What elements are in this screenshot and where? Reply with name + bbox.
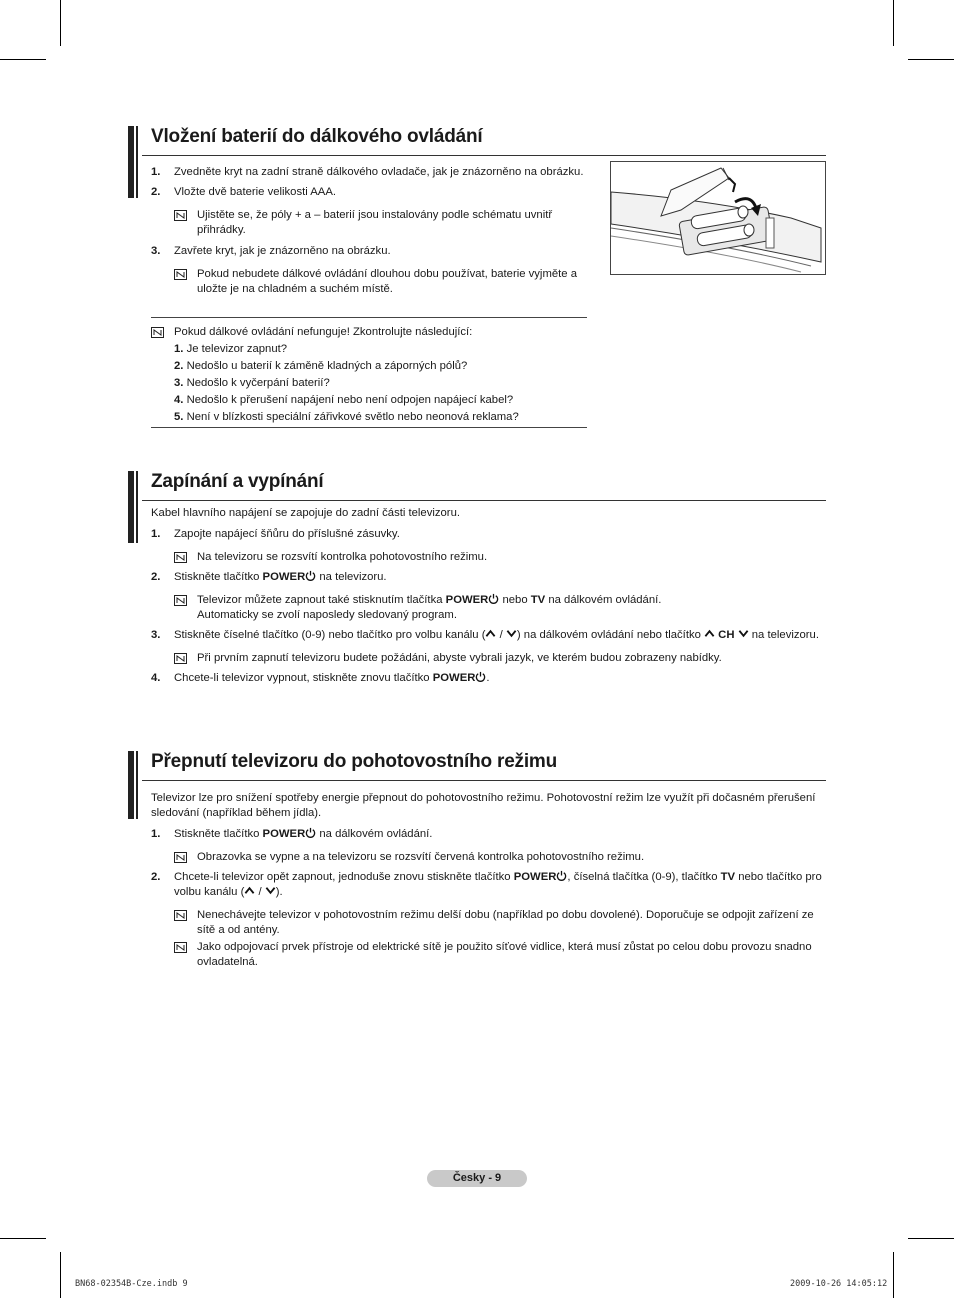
note-icon — [151, 327, 164, 338]
troubleshoot-item: 4. Nedošlo k přerušení napájení nebo není odpojen napájecí kabel? — [174, 394, 514, 406]
section-body — [151, 791, 826, 970]
chevron-up-icon — [485, 629, 496, 638]
section-rule — [142, 780, 826, 781]
intro-text: Televizor lze pro snížení spotřeby energie přepnout do pohotovostního režimu. Pohotovostní režim lze využít při dočasném přerušení sledování (například během jídla). — [151, 792, 816, 819]
section-marker-bar — [128, 471, 138, 543]
remote-battery-illustration — [610, 161, 826, 275]
note-icon — [174, 552, 187, 563]
crop-mark — [893, 1252, 894, 1298]
note-item: Obrazovka se vypne a na televizoru se rozsvítí červená kontrolka pohotovostního režimu. — [151, 850, 826, 865]
chevron-up-icon — [244, 886, 255, 895]
divider — [151, 317, 587, 318]
crop-mark — [908, 59, 954, 60]
note-icon — [174, 210, 187, 221]
note-icon — [174, 942, 187, 953]
crop-mark — [60, 1252, 61, 1298]
troubleshoot-intro: Pokud dálkové ovládání nefunguje! Zkontrolujte následující: — [151, 325, 587, 340]
note-icon — [174, 595, 187, 606]
chevron-down-icon — [265, 886, 276, 895]
section-body — [151, 506, 826, 686]
note-item: Jako odpojovací prvek přístroje od elektrické sítě je použito síťové vidlice, která musí zůstat po celou dobu provozu snadno ovladatelná. — [151, 940, 826, 970]
section-title: Zapínání a vypínání — [151, 471, 324, 492]
chevron-up-icon — [704, 629, 715, 638]
power-label: POWER — [262, 571, 306, 583]
print-slug-left: BN68-02354B-Cze.indb 9 — [75, 1279, 188, 1289]
section-power-on-off — [128, 471, 826, 711]
crop-mark — [0, 1238, 46, 1239]
note-item: Při prvním zapnutí televizoru budete požádáni, abyste vybrali jazyk, ve kterém budou zobrazeny nabídky. — [151, 651, 826, 666]
section-title: Přepnutí televizoru do pohotovostního režimu — [151, 751, 558, 772]
power-icon — [305, 827, 316, 838]
power-icon — [556, 870, 567, 881]
section-body — [151, 165, 587, 297]
troubleshoot-item: 5. Není v blízkosti speciální zářivkové světlo nebo neonová reklama? — [174, 411, 519, 423]
crop-mark — [0, 59, 46, 60]
note-icon — [174, 653, 187, 664]
print-slug-right: 2009-10-26 14:05:12 — [790, 1279, 888, 1289]
section-rule — [142, 500, 826, 501]
note-item: Televizor můžete zapnout také stisknutím tlačítka POWER nebo TV na dálkovém ovládání. Automaticky se zvolí naposledy sledovaný program. — [151, 593, 826, 623]
section-marker-bar — [128, 751, 138, 819]
step-item: 2. Chcete-li televizor opět zapnout, jednoduše znovu stiskněte tlačítko POWER , číselná tlačítka (0-9), tlačítko TV nebo tlačítko pro volbu kanálu ( / ). — [151, 871, 822, 898]
section-standby — [128, 751, 826, 981]
chevron-down-icon — [506, 629, 517, 638]
remote-battery-image — [611, 162, 825, 274]
step-item: 2. Stiskněte tlačítko POWER na televizoru. — [151, 571, 387, 583]
note-item: Nenechávejte televizor v pohotovostním režimu delší dobu (například po dobu dovolené). Doporučuje se odpojit zařízení ze sítě a od antény. — [151, 908, 826, 938]
section-marker-bar — [128, 126, 138, 198]
power-icon — [305, 570, 316, 581]
step-item: 2. Vložte dvě baterie velikosti AAA. — [151, 186, 337, 198]
note-item: Ujistěte se, že póly + a – baterií jsou instalovány podle schématu uvnitř přihrádky. — [151, 208, 587, 238]
crop-mark — [60, 0, 61, 46]
section-title: Vložení baterií do dálkového ovládání — [151, 126, 483, 147]
step-item: 1. Zapojte napájecí šňůru do příslušné zásuvky. — [151, 528, 400, 540]
troubleshoot-item: 3. Nedošlo k vyčerpání baterií? — [174, 377, 330, 389]
power-icon — [488, 593, 499, 604]
page-number: Česky - 9 — [427, 1170, 527, 1187]
note-icon — [174, 852, 187, 863]
note-item: Na televizoru se rozsvítí kontrolka pohotovostního režimu. — [151, 550, 826, 565]
troubleshoot-list — [151, 342, 587, 425]
step-item: 1. Zvedněte kryt na zadní straně dálkového ovladače, jak je znázorněno na obrázku. — [151, 166, 584, 178]
troubleshoot-item: 1. Je televizor zapnut? — [174, 343, 288, 355]
chevron-down-icon — [738, 629, 749, 638]
troubleshoot-item: 2. Nedošlo u baterií k záměně kladných a záporných pólů? — [174, 360, 468, 372]
crop-mark — [893, 0, 894, 46]
step-item: 4. Chcete-li televizor vypnout, stiskněte znovu tlačítko POWER . — [151, 672, 490, 684]
crop-mark — [908, 1238, 954, 1239]
note-item: Pokud nebudete dálkové ovládání dlouhou dobu používat, baterie vyjměte a uložte je na chladném a suchém místě. — [151, 267, 587, 297]
note-icon — [174, 910, 187, 921]
note-icon — [174, 269, 187, 280]
step-item: 3. Zavřete kryt, jak je znázorněno na obrázku. — [151, 245, 391, 257]
divider — [151, 427, 587, 428]
power-icon — [475, 671, 486, 682]
section-rule — [142, 155, 826, 156]
troubleshoot-box — [151, 325, 587, 425]
step-item: 3. Stiskněte číselné tlačítko (0-9) nebo tlačítko pro volbu kanálu ( / ) na dálkovém ovládání nebo tlačítko CH na televizoru. — [151, 629, 819, 641]
intro-text: Kabel hlavního napájení se zapojuje do zadní části televizoru. — [151, 507, 460, 519]
section-batteries — [128, 126, 826, 436]
step-item: 1. Stiskněte tlačítko POWER na dálkovém ovládání. — [151, 828, 433, 840]
